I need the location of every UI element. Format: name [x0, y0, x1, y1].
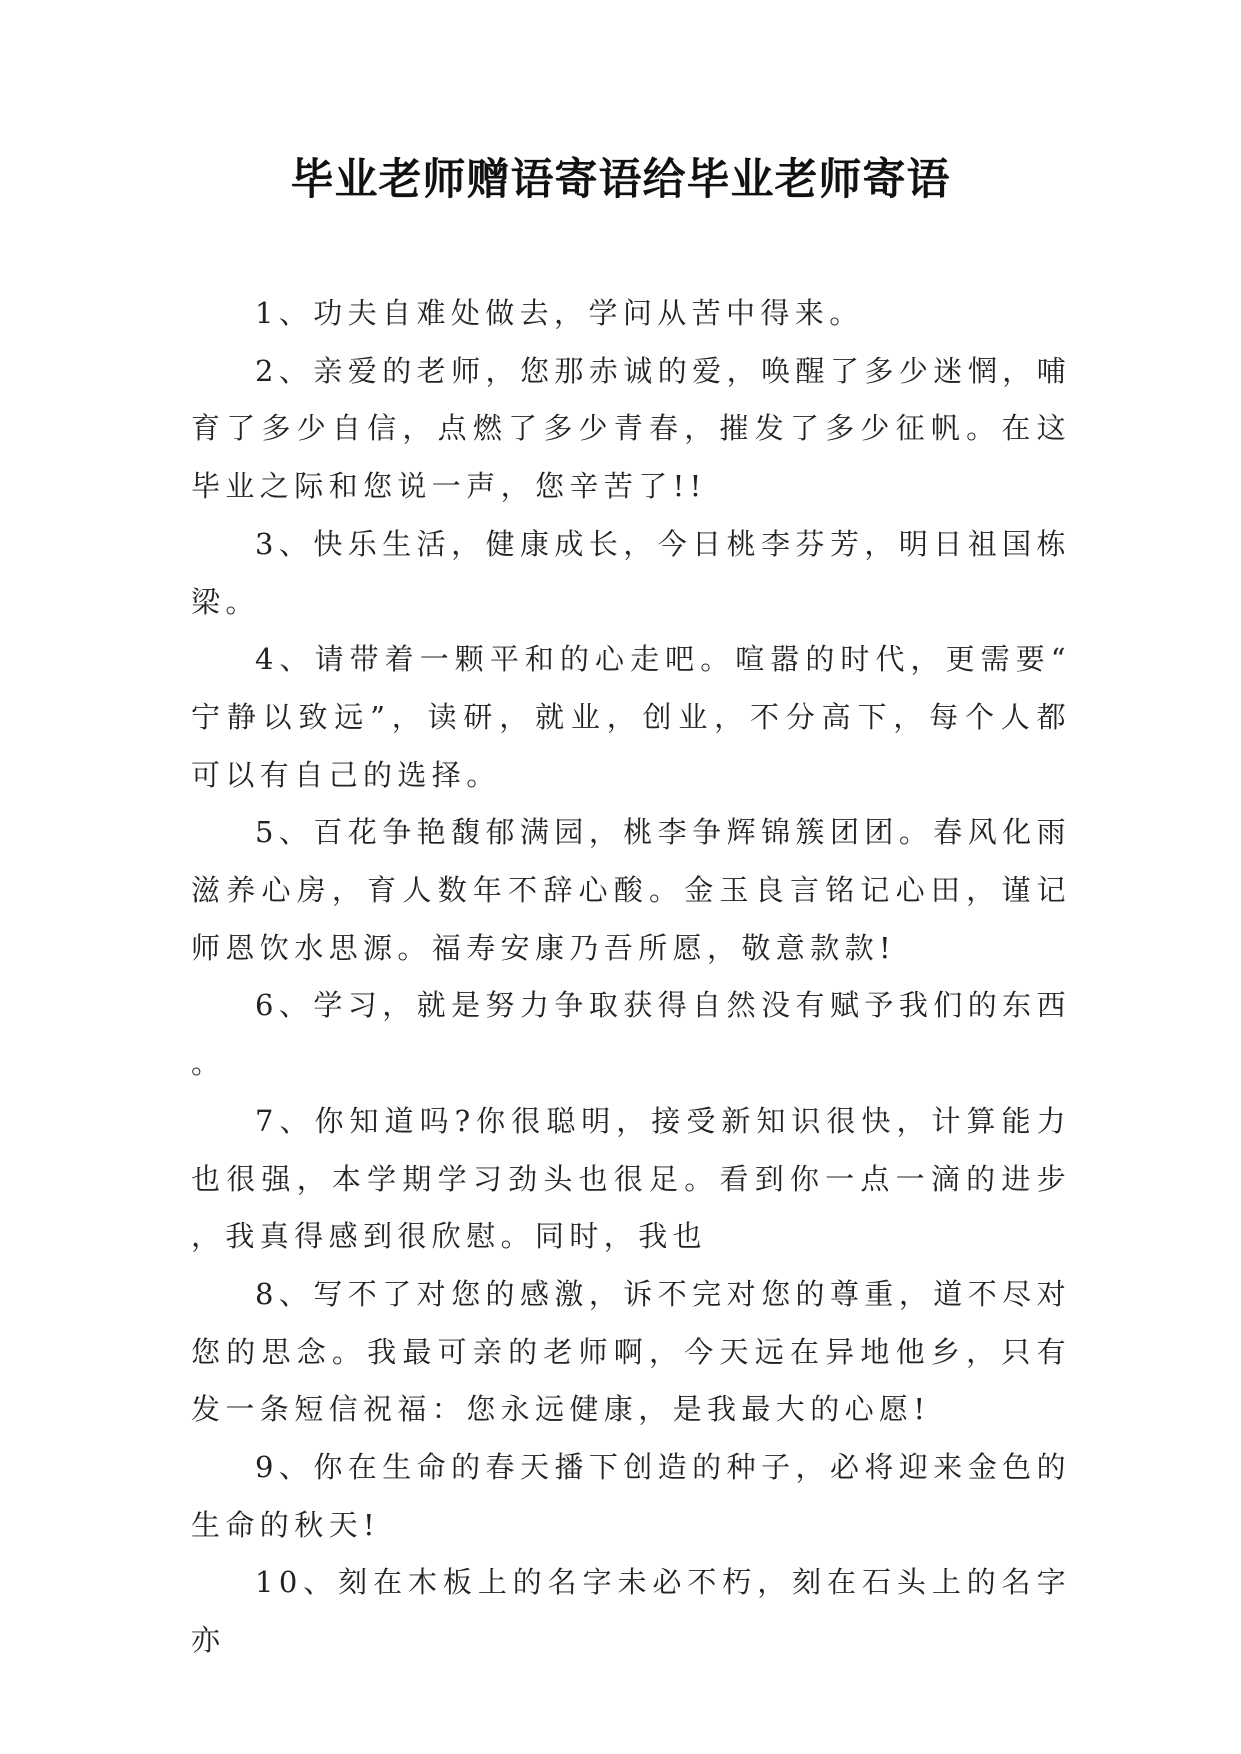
- paragraph-3: 3、快乐生活，健康成长，今日桃李芬芳，明日祖国栋梁。: [191, 526, 1071, 619]
- paragraph-9: 9、你在生命的春天播下创造的种子，必将迎来金色的生命的秋天!: [191, 1450, 1071, 1542]
- paragraph-5: 5、百花争艳馥郁满园，桃李争辉锦簇团团。春风化雨滋养心房，育人数年不辞心酸。金玉良言铭记心田，谨记师恩饮水思源。福寿安康乃吾所愿，敬意款款!: [191, 815, 1071, 965]
- paragraph-4: 4、请带着一颗平和的心走吧。喧嚣的时代，更需要“宁静以致远”，读研，就业，创业，不分高下，每个人都可以有自己的选择。: [191, 642, 1071, 792]
- paragraph-8: 8、写不了对您的感激，诉不完对您的尊重，道不尽对您的思念。我最可亲的老师啊，今天远在异地他乡，只有发一条短信祝福：您永远健康，是我最大的心愿!: [191, 1276, 1071, 1427]
- paragraph-6: 6、学习，就是努力争取获得自然没有赋予我们的东西。: [191, 988, 1071, 1081]
- document-title: 毕业老师赠语寄语给毕业老师寄语: [290, 155, 951, 205]
- paragraph-10: 10、刻在木板上的名字未必不朽，刻在石头上的名字亦: [191, 1565, 1071, 1658]
- paragraph-1: 1、功夫自难处做去，学问从苦中得来。: [255, 296, 864, 330]
- document-body: [191, 285, 1071, 1670]
- paragraph-7: 7、你知道吗?你很聪明，接受新知识很快，计算能力也很强，本学期学习劲头也很足。看到你一点一滴的进步，我真得感到很欣慰。同时，我也: [191, 1103, 1071, 1254]
- paragraph-2: 2、亲爱的老师，您那赤诚的爱，唤醒了多少迷惘，哺育了多少自信，点燃了多少青春，摧发了多少征帆。在这毕业之际和您说一声，您辛苦了!!: [191, 353, 1071, 504]
